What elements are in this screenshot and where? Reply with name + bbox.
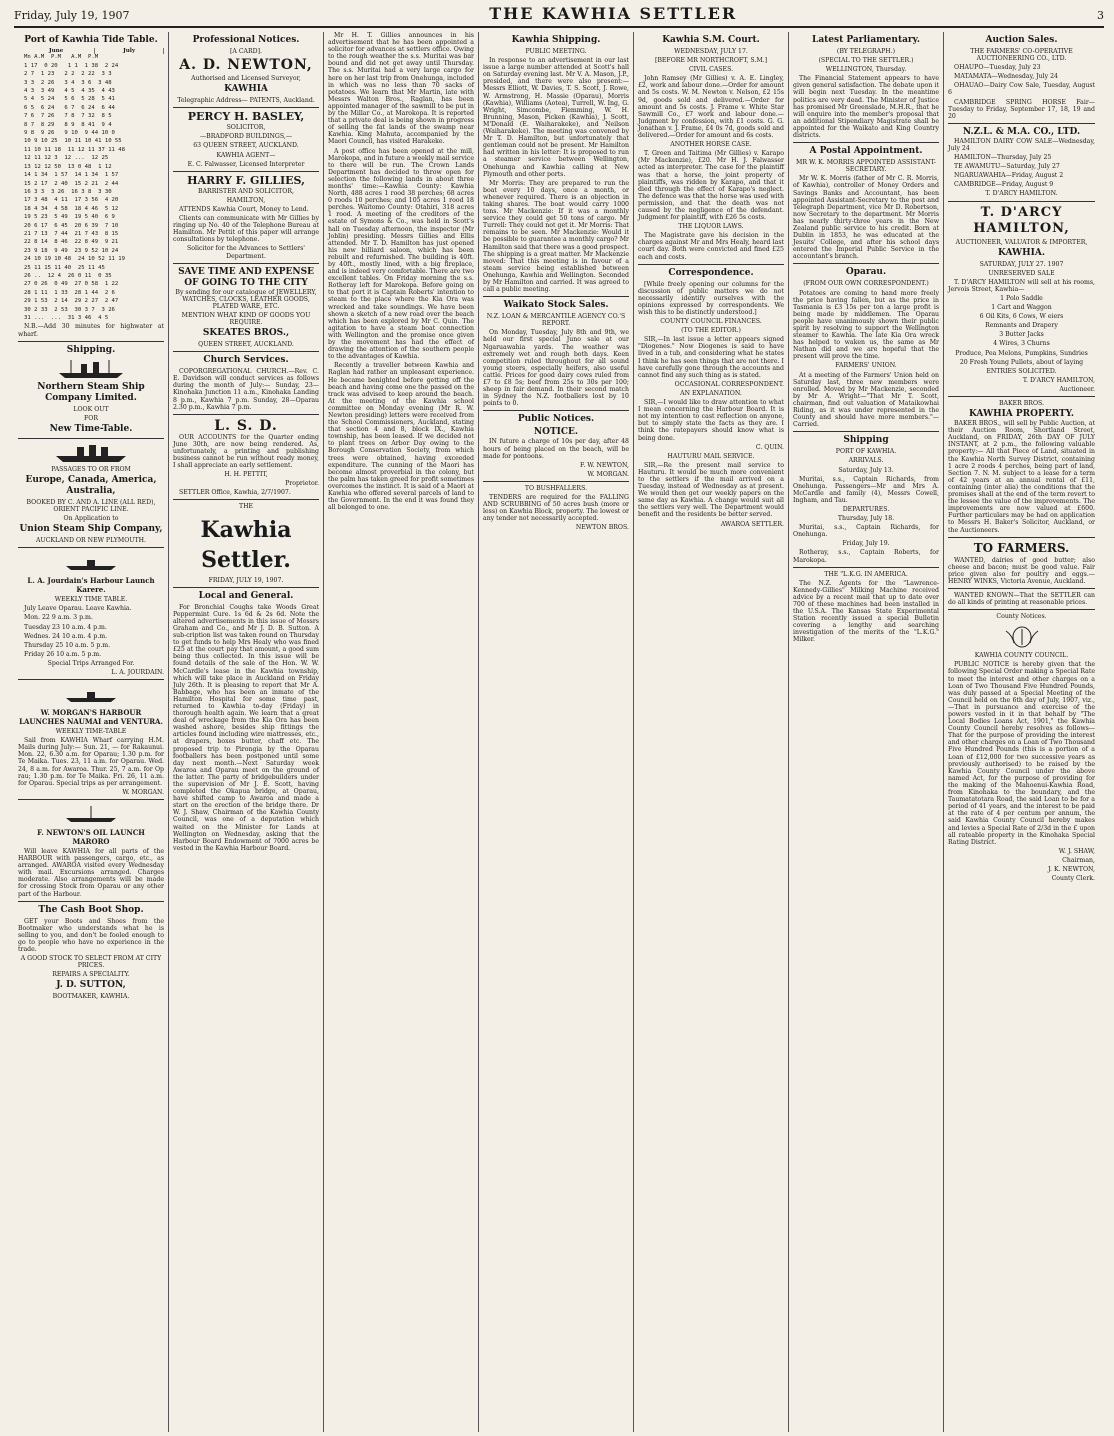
column-7 <box>944 32 1099 1432</box>
newton-signature: J. K. NEWTON, <box>1048 865 1095 873</box>
lsd-signature: H. H. PETTIT, <box>224 471 268 479</box>
kawhia-property: KAWHIA PROPERTY. <box>968 409 1075 420</box>
tide-row: 15 2 17 2 40 15 2 21 2 44 <box>24 180 119 187</box>
morgan-weekly: WEEKLY TIME-TABLE <box>55 728 127 736</box>
lsd-office: SETTLER Office, Kawhia, 2/7/1907. <box>179 489 291 497</box>
jourdain-signature: L. A. JOURDAIN. <box>111 669 164 676</box>
county-text: PUBLIC NOTICE is hereby given that the following Special Order making a Special Rate to meet the interest and other charges on a Loan of Two Thousand Five Hundred Pounds, was duly passed at a Special Meeting of the Council held on the 6th day of July, 1907, viz.,—That in pursuance and exercise of the powers vested in it in that behalf by "The Local Bodies Loans Act, 1901," the Kawhia County Council hereby resolves as follows—That for the purpose of providing the interest and other charges on a Loan of Two Thousand Five Hundred Pounds (this is a portion of a Loan of £12,000 for two successive years as previously authorised) to be raised by the Kawhia County Council under the above named Act, for the purpose of providing for the making of the Mahoenui-Kawhia Road, from Kinohaka to the boundary, and the Taumatatotara Road, the said Loan to be for a period of 41 years, and the interest to be paid at the rate of 4 per centum per annum, the said Kawhia County Council hereby makes and levies a Special Rate of 2/3d in the £ upon all rateable property in the Kinohaka Special Rating District. <box>948 661 1095 846</box>
tide-head-july: July <box>95 48 164 54</box>
tide-row: 12 11 12 3 12 ... 12 25 <box>24 155 109 162</box>
tide-row: 23 9 18 9 49 23 9 52 10 24 <box>24 247 119 254</box>
masthead <box>14 4 1104 28</box>
newton-sub: Authorised and Licensed Surveyor, <box>191 75 301 83</box>
auction-item: Remnants and Drapery <box>985 322 1058 330</box>
oparau-text: Potatoes are coming to hand more freely the price having fallen, but as the price in Tasmania is £3 15s per ton a large profit is being made by middlemen. The Oparau people have unanimously shown their public spirit by resolving to support the Wellington steamer to Kawhia. The late Kia Ora wreck has helped to waken us, the same as Mr Nathan did and we are hopeful that the present will prove the time. <box>793 289 939 361</box>
bootshop-name: J. D. SUTTON, <box>56 980 126 991</box>
auction-item: 3 Butter Jacks <box>999 331 1044 339</box>
auction-date: OHAUAO—Dairy Cow Sale, Tuesday, August 6 <box>948 82 1095 97</box>
lsd-role: Proprietor. <box>285 480 319 488</box>
nzla-date: NGARUAWAHIA—Friday, August 2 <box>954 172 1064 180</box>
col3-text-1: Mr H. T. Gillies announces in his advertisement that he has been appointed a solicitor for advances at settlers office. Owing to the rough weather the s.s. Muritai was bar bound and did not get away until Thursday. The s.s. Muritai had a very large cargo for here on her last trip from Onehunga, included in which was no less than 70 sacks of potatoes. We learn that Mr Martin, late with Messrs Walton Bros., Raglan, has been appointed manager of the sawmill to be put in by the Millar Co., at Marokopa. It is reported that a private deal is being shown in progress of selling the fat lands of the swamp near Kawhia. King Mahuta, accompanied by the Maori Council, has visited Harakeke. <box>328 32 474 146</box>
weekly-head: July Leave Oparau. Leave Kawhia. <box>24 605 132 613</box>
weekly-row: Wednes. 24 10 a.m. 4 p.m. <box>24 632 108 640</box>
tide-row: Mn A.M P.M A.M P.M <box>24 54 99 61</box>
baker-text: BAKER BROS., will sell by Public Auction, at their Auction Room, Shortland Street, Auckland, on FRIDAY, 26th DAY OF JULY INSTANT, at 2 p.m., the following valuable property:— All that Piece of Land, situated in the Kawhia North Survey District, containing 1 acre 2 roods 4 perches, being part of land, Section 7. N. M. subject to a lease for a term of 42 years at an annual rental of £11, containing (inter alia) the conditions that the premises shall at the end of the term revert to the lessee the value of the improvements. The improvements are now valued at £600. Further particulars may be had on application to Messrs H. Baker's Solicitor, Auckland, or the Auctioneers. <box>948 420 1095 534</box>
for-label: FOR <box>83 414 99 422</box>
professional-notices: Professional Notices. <box>192 35 300 45</box>
tide-row: 10 9 10 25 10 11 10 41 10 55 <box>24 138 122 145</box>
tide-row: 30 2 33 2 53 30 3 7 3 26 <box>24 306 115 313</box>
tide-row: 24 10 19 10 48 24 10 52 11 19 <box>24 256 126 263</box>
jourdain-title: L. A. Jourdain's Harbour Launch Karere. <box>27 576 155 595</box>
bootshop-text: GET your Boots and Shoes from the Bootmaker who understands what he is selling to you, and don't be fooled enough to go to people who have no experience in the trade. <box>18 917 164 953</box>
church-text: COPORGREGATIONAL CHURCH.—Rev. C. E. Davidson will conduct services as follows during the month of July:— Sunday, 23—Kinohaka Junction 11 a.m., Kinohaka Landing 8 p.m., Kawhia 7 p.m. Sunday, 28—Oparau 2.30 p.m., Kawhia 7 p.m. <box>173 368 319 411</box>
steamship-icon <box>51 358 131 380</box>
notice-signature-2: W. MORGAN. <box>587 470 629 478</box>
local-text: For Bronchial Coughs take Woods Great Peppermint Cure. 1s 6d & 2s 6d. Note the altered advertisements in this issue of Messrs Graham and Co., and Mr J. D. B. Sutton. A sub-cription list was taken round on Thursday to get funds to help Mrs Healy who was fined £25 at the court pay that amount, a good sum being thus collected. In this issue will be found details of the sale of the Hon. W. W. McCardle's lease in the Kawhia township, which will take place in Auckland on Friday July 26th. It is pleasing to report that Mr A. Babbage, who has been an inmate of the Hamilton Hospital for some time past, returned to Kawhia to-day (Friday) in thorough health again. We learn that a great deal of wreckage from the Kia Ora has been washed ashore, besides ship fittings the articles found including wire mattresses, etc., at drapers, boxes butter, chaff etc. The proposed trip to Pirongia by the Oparau footballers has been postponed until some day next month.—Next Saturday week Awaroa and Oparau meet on the ground of the latter. The party of bridgebuilders under the supervision of Mr J. E. Scott, having completed the Okapua bridge, at Oparau, have shifted camp to Awaroa and made a start on the erection of the bridge there. Dr W. J. Shaw, Chairman of the Kawhia County Council, was one of a deputation which waited on the Minister for Lands at Wellington on Wednesday, asking that the Harbour Board Endowment of 7000 acres be vested in the Kawhia Harbour Board. <box>173 603 319 852</box>
skeates: SKEATES BROS., <box>202 328 290 339</box>
tide-table-title: Port of Kawhia Tide Table. <box>24 35 158 45</box>
paper-date: FRIDAY, JULY 19, 1907. <box>208 576 284 584</box>
kawhia-agent: KAWHIA AGENT— <box>216 151 276 159</box>
auction-dates <box>948 64 1095 120</box>
northern-steamship-title: Northern Steam Ship Company Limited. <box>37 381 145 403</box>
oparau-heading: Oparau. <box>845 267 887 278</box>
lsd-heading: L. S. D. <box>214 417 278 434</box>
shipping-col6: Shipping <box>843 435 889 446</box>
farmers-union-text: At a meeting of the Farmers' Union held on Saturday last, three new members were enrolled. Moved by Mr Mackenzie, seconded by Mr A. Wright—"That Mr T. Scott, chairman, find out valuation of Mataikowhai Riding, as it was under represented in the County and should have more members."—Carried. <box>793 371 939 429</box>
union-sub: AUCKLAND OR NEW PLYMOUTH. <box>36 537 146 545</box>
tide-row: 26 .. 12 4 26 0 11 0 35 <box>24 272 112 279</box>
mail-text: SIR,—Re the present mail service to Hauturu. It would be much more convenient to the settlers if the mail arrived on a Tuesday, instead of Wednesday as at present. We would then get our weekly papers on the same day as Kawhia. A change would suit all the settlers very well. The Department would benefit and the residents be better served. <box>638 461 784 519</box>
falwasser: E. C. Falwasser, Licensed Interpreter <box>187 160 305 168</box>
basley-solicitor: SOLICITOR, <box>226 124 266 132</box>
shaw-signature: W. J. SHAW, <box>1058 847 1095 855</box>
bootshop-repairs: REPAIRS A SPECIALITY. <box>52 971 130 979</box>
new-timetable: New Time-Table. <box>49 423 133 434</box>
auction-item: 20 Fresh Young Pullets, about of laying <box>959 358 1084 366</box>
lkg-text: The N.Z. Agents for the "Lawrence-Kennedy-Gillies" Milking Machine received advice by a recent mail that up to date over 700 of these machines had been installed in the U.S.A. The Kansas State Experimental Station recently issued a special Bulletin covering a lengthy and searching investigation of the merits of the "L.K.G." Milker. <box>793 579 939 644</box>
civil-cases: CIVIL CASES. <box>688 66 734 74</box>
correspondence: Correspondence. <box>668 267 754 278</box>
unreserved: UNRESERVED SALE <box>988 269 1055 277</box>
parliament-text: The Financial Statement appears to have given general satisfaction. The debate upon it will begin next Tuesday. In the meantime politics are very dead. The Minister of Justice has promised Mr Greenslade, M.H.R., that he will enquire into the member's proposal that an additional Stipendiary Magistrate shall be appointed for the Waikato and King Country districts. <box>793 75 939 140</box>
gillies-clients: Clients can communicate with Mr Gillies by ringing up No. 40 of the Telephone Bureau at Hamilton. Mr Pettit of this paper will arrange consultations by telephone. <box>173 215 319 244</box>
postal-sub: MR W. K. MORRIS APPOINTED ASSISTANT-SECRETARY. <box>795 159 936 174</box>
arrivals: ARRIVALS. <box>848 457 884 465</box>
gillies-name: HARRY F. GILLIES, <box>187 173 305 187</box>
weekly-rows <box>18 614 164 657</box>
postal-text: Mr W. K. Morris (father of Mr C. R. Morris, of Kawhia), controller of Money Orders and Savings Banks and Accountant, has been appointed Assistant-Secretary to the post and Telegraph Department, vice Mr D. Robertson, now Secretary to the department. Mr Morris has nearly thirty-three years in the New Zealand public service to his credit. Born at Dublin in 1853, he was educated at the Jesuits' College, and after his school days entered the Imperial Public Service in the accountant's branch. <box>793 175 939 261</box>
finance-text: SIR,—In last issue a letter appears signed "Diogenes." Now Diogenes is said to have lived in a tub, and considering what he states I think he has seen things that are not there. I have carefully gone through the accounts and cannot find any such thing as is stated. <box>638 336 784 379</box>
morgan-text: Sail from KAWHIA Wharf carrying H.M. Mails during July:— Sun. 21, — for Rakaunui. Mon. 22, 6.30 a.m. for Oparau; 1.30 p.m. for Te Maika. Tues. 23, 11 a.m. for Oparau. Wed. 24, 8 a.m. for Awaroa. Thur. 25, 7 a.m. for Op rau; 1.30 p.m. for Te Maika. Fri. 26, 11 a.m. for Oparau. Special trips as per arrangement. <box>18 737 164 787</box>
auctioneer-role: AUCTIONEER, VALUATOR & IMPORTER, <box>955 238 1088 246</box>
lsd-text: OUR ACCOUNTS for the Quarter ending June 30th, are now being rendered. As, unfortunately, a printing and publishing business cannot be run without ready money, I shall appreciate an early settlement. <box>173 433 319 470</box>
column-1 <box>14 32 169 1432</box>
darcy-role: Auctioneer. <box>1059 385 1095 393</box>
weekly-row: Friday 26 10 a.m. 5 p.m. <box>24 650 102 658</box>
tide-row: 21 7 13 7 44 21 7 43 8 15 <box>24 230 119 237</box>
departure-date-1: Thursday, July 18. <box>837 515 895 523</box>
liquor-laws: THE LIQUOR LAWS. <box>678 223 744 231</box>
departure-date-2: Friday, July 19. <box>842 540 890 548</box>
booked-by: BOOKED BY C. AND A. LINE (ALL RED), ORIENT PACIFIC LINE. <box>26 498 156 513</box>
bushfallers-signature: NEWTON BROS. <box>575 524 629 532</box>
darcy-text: T. D'ARCY HAMILTON will sell at his rooms, Jervois Street, Kawhia— <box>948 278 1095 293</box>
auction-item: 6 Oil Kits, 6 Cows, W eiers <box>979 313 1064 321</box>
court-date: WEDNESDAY, JULY 17. <box>674 48 748 55</box>
tide-row: 11 10 11 18 11 12 11 37 11 48 <box>24 146 126 153</box>
to-editor-1: (TO THE EDITOR.) <box>681 327 741 335</box>
tide-row: 14 1 34 1 57 14 1 34 1 57 <box>24 172 119 179</box>
on-application: On Application to <box>63 515 119 523</box>
ocean-liner-icon <box>51 442 131 464</box>
tide-row: 4 3 3 49 4 5 4 35 4 43 <box>24 88 115 95</box>
tide-row: 22 8 14 8 46 22 8 49 9 21 <box>24 239 119 246</box>
shipping-heading: Shipping. <box>66 344 116 355</box>
tide-note: N.B.—Add 30 minutes for highwater at wharf. <box>18 323 164 338</box>
mention: MENTION WHAT KIND OF GOODS YOU REQUIRE. <box>181 311 311 326</box>
tide-row: 2 7 1 23 2 2 2 22 3 3 <box>24 71 112 78</box>
tide-head-june: June <box>18 48 95 54</box>
bootshop-address: BOOTMAKER, KAWHIA. <box>52 993 130 1001</box>
auction-sales: Auction Sales. <box>985 35 1058 45</box>
col3-text-3: Recently a traveller between Kawhia and Raglan had rather an unpleasant experience. He became benighted before getting off the beach and having come one the passed on the track was advised to keep around the beach. At the meeting of the Kawhia school committee on Monday evening (Mr R. W. Newton presiding) letters were received from the School Commissioners, Auckland, stating that section 4 and 8, block IX., Kawhia township, has been leased. If we decided not to plant trees on Arbor Day owing to the Borough Conservation Society, from which trees were obtained, having exceeded expenditure. The cunning of the Maori has become almost proverbial in the colony, but the palm has taken greed for profit sometimes overcomes the instinct. It is said of a Maori at Kawhia who offered several parcels of land to the Government. In the end it was found they all belonged to one. <box>328 362 474 512</box>
county-notices: County Notices. <box>996 613 1047 621</box>
bushfallers-text: TENDERS are required for the FALLING AND SCRUBBING of 50 acres bush (more or less) on Kawhia Block, property. The lowest or any tender not necessarily accepted. <box>483 493 629 523</box>
tide-row: 20 6 17 6 45 20 6 39 7 10 <box>24 222 119 229</box>
tide-row: 25 11 15 11 40 25 11 45 <box>24 264 105 271</box>
telegraphic: Telegraphic Address— PATENTS, Auckland. <box>177 97 315 105</box>
explanation-signature: C. QUIN. <box>755 443 784 451</box>
crest-icon <box>1002 623 1042 649</box>
nzla-date: HAMILTON DAIRY COW SALE—Wednesday, July 24 <box>948 137 1095 152</box>
oparau-sub: (FROM OUR OWN CORRESPONDENT.) <box>803 280 929 288</box>
tide-row: 27 0 26 0 49 27 0 58 1 22 <box>24 281 119 288</box>
look-out: LOOK OUT <box>73 405 109 413</box>
notice-signature-1: F. W. NEWTON, <box>580 461 629 469</box>
kawhia-col7: KAWHIA. <box>998 247 1045 258</box>
queen-street: 63 QUEEN STREET, AUCKLAND. <box>193 142 299 150</box>
column-2 <box>169 32 324 1432</box>
newton-launch-text: Will leave KAWHIA for all parts of the HARBOUR with passengers, cargo, etc., as arranged. AWAROA visited every Wednesday with mail. Excursions arranged. Charges moderate. Also arrangements will be made for crossing Stock from Oparau or any other part of the Harbour. <box>18 847 164 898</box>
local-general: Local and General. <box>198 590 294 601</box>
explanation: AN EXPLANATION. <box>680 389 742 397</box>
occasional: OCCASIONAL CORRESPONDENT. <box>674 380 784 388</box>
issue-date: Friday, July 19, 1907 <box>14 9 130 22</box>
farmers-union: FARMERS' UNION. <box>835 362 897 370</box>
the-label: THE <box>238 503 254 511</box>
to-farmers-text: WANTED, dairies of good butter; also cheese and bacon; must be good value. Fair price given also for poultry and eggs.—HENRY WINKS, Victoria Avenue, Auckland. <box>948 556 1095 585</box>
kawhia-settler-title: Kawhia Settler. <box>200 516 292 573</box>
column-6 <box>789 32 944 1432</box>
bushfallers: TO BUSHFALLERS. <box>524 484 588 492</box>
lkg-heading: THE "L.K.G. IN AMERICA. <box>824 570 908 578</box>
departure-2: Rotheray, s.s., Captain Roberts, for Marokopa. <box>793 549 939 564</box>
meeting-text: In response to an advertisement in our last issue a large number attended at Scott's hall on Saturday evening last. Mr V. A. Mason, J.P., presided, and there were also present:—Messrs Elliott, W. Davies, T. S. Scott, J. Rowe, W. Armstrong, H. Massie (Oparau), Morris (Kawhia), Williams (Aotea), Turrell, W. Ing, G. Wright, Simcombe, Flemming, W. H. Brunning, Mason, Picken (Kawhia), J. Scott, M'Donald (E. Waiharakeke), and Neilson (Waiharakeke). The meeting was convened by Mr T. D. Hamilton, but unfortunately that gentleman could not be present. Mr Hamilton had written in his letter: It is proposed to run a steamer service between Wellington, Onehunga and Kawhia calling at New Plymouth and other ports. <box>483 57 629 178</box>
tide-row: 9 8 9 26 9 10 9 44 10 0 <box>24 130 115 137</box>
col3-text-2: A post office has been opened at the mill, Marokopa, and in future a weekly mail service to there will be run. The Crown Lands Department has decided to throw open for selection the following lands in about three months' time:—Kawhia County: Kawhia North, 488 acres 1 rood 38 perches; 68 acres 0 roods 10 perches; and 105 acres 1 rood 18 perches. Waitomo County: Otahiri, 318 acres 1 rood. A meeting of the creditors of the estate of Symons & Co., was held in Scott's hall on Tuesday afternoon, the inspector (Mr Joblin) presiding. Messrs Gillies and Ellis attended. Mr T. D. Hamilton has just opened his new billiard saloon, which has been rebuilt and refurnished. The building is 40ft. by 40ft., mostly lined, with a big fireplace, and is indeed very comfortable. There are two excellent tables. On Friday morning the s.s. Rotheray left for Marokopa. Before going on to that port it is Captain Roberts' intention to steam to the place where the Kia Ora was wrecked and take soundings. We have been shown a sketch of a new road over the beach which has been explored by Mr C. Quin. The agitation to have a steam boat connection with Wellington and the promise once given by the movement has had the effect of drawing the attention of the southern people to the advantages of Kawhia. <box>328 147 474 361</box>
auction-item: 1 Cart and Waggon <box>991 304 1052 312</box>
tide-row: 13 12 12 50 13 0 48 1 12 <box>24 163 112 170</box>
page-number: 3 <box>1096 9 1104 22</box>
tide-row: 6 5 6 24 6 7 6 24 6 44 <box>24 104 115 111</box>
column-5 <box>634 32 789 1432</box>
gillies-advances: Solicitor for the Advances to Settlers' Department. <box>187 245 305 260</box>
baker-bros: BAKER BROS. <box>998 400 1045 407</box>
tide-row: 19 5 23 5 49 19 5 40 6 9 <box>24 214 115 221</box>
save-time: SAVE TIME AND EXPENSE OF GOING TO THE CITY <box>178 266 314 288</box>
morgan-title: W. MORGAN'S HARBOUR LAUNCHES NAUMAI and VENTURA. <box>19 708 163 727</box>
auction-item: 4 Wires, 3 Churns <box>993 340 1050 348</box>
oil-launch-icon <box>51 803 131 825</box>
wanted-known: WANTED KNOWN—That the SETTLER can do all kinds of printing at reasonable prices. <box>948 591 1095 607</box>
tide-row: 8 7 8 29 8 9 8 41 9 4 <box>24 121 112 128</box>
kawhia-county-council: KAWHIA COUNTY COUNCIL. <box>974 652 1069 660</box>
union-steamship: Union Steam Ship Company, <box>19 524 163 535</box>
auction-item: Produce, Pea Melons, Pumpkins, Sundries <box>955 349 1088 357</box>
tide-row: 28 1 11 1 33 28 1 44 2 6 <box>24 289 115 296</box>
special-to-settler: (SPECIAL TO THE SETTLER.) <box>818 57 914 65</box>
weekly-row: Mon. 22 9 a.m. 3 p.m. <box>24 614 93 622</box>
correspondence-note: [While freely opening our columns for the discussion of public matters we do not necessarily identify ourselves with the opinions expressed by correspondents. We wish this to be distinctly understood.] <box>638 280 784 316</box>
auction-date: OHAUPO—Tuesday, July 23 <box>954 64 1041 72</box>
morgan-signature: W. MORGAN. <box>122 788 164 796</box>
departures: DEPARTURES. <box>842 505 890 513</box>
nzla-date: CAMBRIDGE—Friday, August 9 <box>954 181 1054 189</box>
europe: Europe, Canada, America, Australia, <box>25 474 157 496</box>
newton-surveyor: A. D. NEWTON, <box>179 57 313 74</box>
notice-heading: NOTICE. <box>533 427 579 438</box>
mail-service: HAUTURU MAIL SERVICE. <box>667 452 755 460</box>
postal-appointment: A Postal Appointment. <box>809 146 923 157</box>
arrival-date: Saturday, July 13. <box>838 466 894 474</box>
auction-date: CAMBRIDGE SPRING HORSE Fair—Tuesday to Friday, September 17, 18, 19 and 20 <box>948 98 1095 120</box>
launch-icon-2 <box>51 683 131 705</box>
public-meeting: PUBLIC MEETING. <box>525 48 587 55</box>
by-telegraph: (BY TELEGRAPH.) <box>836 48 896 55</box>
basley-name: PERCY H. BASLEY, <box>187 110 305 124</box>
gillies-hamilton: HAMILTON, <box>226 196 266 204</box>
passages: PASSAGES TO OR FROM <box>51 465 131 473</box>
darcy-hamilton: T. D'ARCY HAMILTON, <box>973 204 1070 236</box>
liquor-text: The Magistrate gave his decision in the charges against Mr and Mrs Healy, heard last court day. Both were convicted and fined £25 each and costs. <box>638 232 784 261</box>
kawhia-shipping: Kawhia Shipping. <box>511 35 601 45</box>
to-farmers: TO FARMERS. <box>973 540 1070 555</box>
mail-signature: AWAROA SETTLER. <box>720 520 784 528</box>
wellington-dateline: WELLINGTON, Thursday. <box>825 66 907 74</box>
auction-items <box>948 295 1095 366</box>
weekly-row: Tuesday 23 10 a.m. 4 p.m. <box>24 623 107 631</box>
sale-date: SATURDAY, JULY 27. 1907 <box>979 260 1064 268</box>
notice-text: IN future a charge of 10s per day, after 48 hours of being placed on the beach, will be made for pontoons. <box>483 438 629 460</box>
darcy-small: T. D'ARCY HAMILTON. <box>985 190 1058 198</box>
gillies-attends: ATTENDS Kawhia Court, Money to Lend. <box>179 205 309 213</box>
tide-row: 3 3 2 26 3 4 3 6 3 48 <box>24 79 112 86</box>
public-notices: Public Notices. <box>517 414 595 425</box>
nzla-date: TE AWAMUTU—Saturday, July 27 <box>954 163 1060 171</box>
tide-row: 7 6 7 26 7 8 7 32 8 5 <box>24 113 112 120</box>
column-4 <box>479 32 634 1432</box>
entries-solicited: ENTRIES SOLICITED. <box>986 367 1057 375</box>
stock-text: On Monday, Tuesday, July 8th and 9th, we held our first special Juno sale at our Ngaruawahia yards. The weather was extremely wet and rough both days. Keen competition ruled throughout for all sound young steers, especially heifers, also useful cattle. Prices for good dairy cows ruled from £7 to £8 5s; beef from 25s to 30s per 100; sheep in fair demand. In their second match in Sydney the N.Z. footballers lost by 10 points to 0. <box>483 329 629 408</box>
gillies-barrister: BARRISTER AND SOLICITOR, <box>198 187 294 195</box>
columns <box>14 32 1104 1432</box>
port-of-kawhia: PORT OF KAWHIA. <box>835 448 897 456</box>
departure-1: Muritai, s.s., Captain Richards, for Onehunga. <box>793 524 939 539</box>
tide-row: 18 4 34 4 58 18 4 46 5 12 <box>24 205 119 212</box>
chairman: Chairman, <box>1062 856 1095 864</box>
bradford: —BRADFORD BUILDINGS,— <box>199 133 293 141</box>
tide-row: 1 17 0 20 1 1 1 38 2 24 <box>24 62 119 69</box>
horse-case: ANOTHER HORSE CASE. <box>670 141 752 149</box>
special-trips: Special Trips Arranged For. <box>47 659 135 667</box>
skeates-address: QUEEN STREET, AUCKLAND. <box>198 341 294 349</box>
darcy-signature: T. D'ARCY HAMILTON, <box>1022 376 1095 384</box>
sm-court: Kawhia S.M. Court. <box>662 35 760 45</box>
meeting-text-2: Mr Morris: They are prepared to run the boat every 10 days, once a month, or whenever required. There is an objection in taking shares. The boat would carry 1000 tons. Mr Mackenzie: If it was a monthly service they could get 50 tons of cargo. Mr Turrell: They could not get it. Mr Morris: That remains to be seen. Mr Mackenzie: Would it be possible to guarantee a monthly cargo? Mr Hamilton said that there was a good prospect. The shipping is a great matter. Mr Mackenzie moved: That this meeting is in favour of a steam service being established between Onehunga, Kawhia and Wellington. Seconded by Mr Hamilton and carried. It was agreed to call a public meeting. <box>483 179 629 294</box>
paper-name: THE KAWHIA SETTLER <box>489 4 738 23</box>
nzla-date: HAMILTON—Thursday, July 25 <box>954 154 1052 162</box>
tide-row: 31 ... ... 31 3 46 4 5 <box>24 315 109 321</box>
tide-row: 5 4 5 24 5 6 5 28 5 41 <box>24 96 115 103</box>
save-sub: By sending for our catalogue of JEWELLERY, WATCHES, CLOCKS, LEATHER GOODS, PLATED WARE, ETC. <box>175 288 317 310</box>
nzla-dates <box>948 138 1095 189</box>
kawhia-label: KAWHIA <box>224 84 268 95</box>
bootshop-stock: A GOOD STOCK TO SELECT FROM AT CITY PRICES. <box>20 955 162 970</box>
court-before: [BEFORE MR NORTHCROFT, S.M.] <box>654 57 768 65</box>
weekly-timetable: WEEKLY TIME TABLE. <box>54 596 128 604</box>
finance-heading: COUNTY COUNCIL FINANCES. <box>660 318 762 326</box>
column-3 <box>324 32 479 1432</box>
church-services: Church Services. <box>203 355 289 366</box>
a-card: [A CARD]. <box>229 48 263 55</box>
tide-row: 29 1 53 2 14 29 2 27 2 47 <box>24 298 119 305</box>
launch-icon <box>51 551 131 573</box>
latest-parliamentary: Latest Parliamentary. <box>811 35 921 45</box>
bootshop-title: The Cash Boot Shop. <box>38 904 144 915</box>
newton-launch-title: F. NEWTON'S OIL LAUNCH MARORO <box>37 827 145 846</box>
tide-rows <box>18 54 164 321</box>
weekly-row: Thursday 25 10 a.m. 5 p.m. <box>24 641 111 649</box>
county-clerk: County Clerk. <box>1051 875 1095 883</box>
farmers-coop: THE FARMERS' CO-OPERATIVE AUCTIONEERING CO., LTD. <box>970 48 1073 63</box>
tide-row: 17 3 48 4 11 17 3 56 4 20 <box>24 197 119 204</box>
tide-row: 16 3 3 3 26 16 3 8 3 30 <box>24 188 112 195</box>
auction-date: MATAMATA—Wednesday, July 24 <box>954 73 1058 81</box>
stock-sub: N.Z. LOAN & MERCANTILE AGENCY CO.'S REPORT. <box>486 313 626 328</box>
civil-text: John Ramsey (Mr Gillies) v. A. E. Lingley, £2, work and labour done.—Order for amount and 5s costs. W. M. Newton v. Nelson, £2 15s 9d, goods sold and delivered.—Order for amount and 5s costs. J. Frame v. White Star Sawmill Co., £7 work and labour done.—Judgment by confession, with £1 costs. G. G. Jonathan v. J. Frame, £4 0s 7d, goods sold and delivered.—Order for amount and 6s costs. <box>638 75 784 140</box>
arrival-text: Muritai, s.s., Captain Richards, from Onehunga. Passengers—Mr and Mrs A. McCardle and family (4), Messrs Cowell, Ingham, and Tau. <box>793 475 939 504</box>
explanation-text: SIR,—I would like to draw attention to what I mean concerning the Harbour Board. It is not my intention to cast reflection on anyone, but to simply state the facts as they are. I think the ratepayers should know what is being done. <box>638 399 784 442</box>
stock-sales: Waikato Stock Sales. <box>503 300 609 311</box>
horse-text: T. Green and Taitima (Mr Gillies) v. Karapo (Mr Mackenzie), £20. Mr H. J. Falwasser acted as interpreter. The case for the plaintiff was that a horse, the joint property of plaintiffs, was ridden by Karapo, and that it died through the effect of Karapo's neglect. The defence was that the horse was used with permission, and that the death was not caused by the negligence of the defendant. Judgment for plaintiff, with £26 5s costs. <box>638 150 784 222</box>
nzla: N.Z.L. & M.A. CO., LTD. <box>962 126 1081 137</box>
auction-item: 1 Polo Saddle <box>1000 294 1043 302</box>
